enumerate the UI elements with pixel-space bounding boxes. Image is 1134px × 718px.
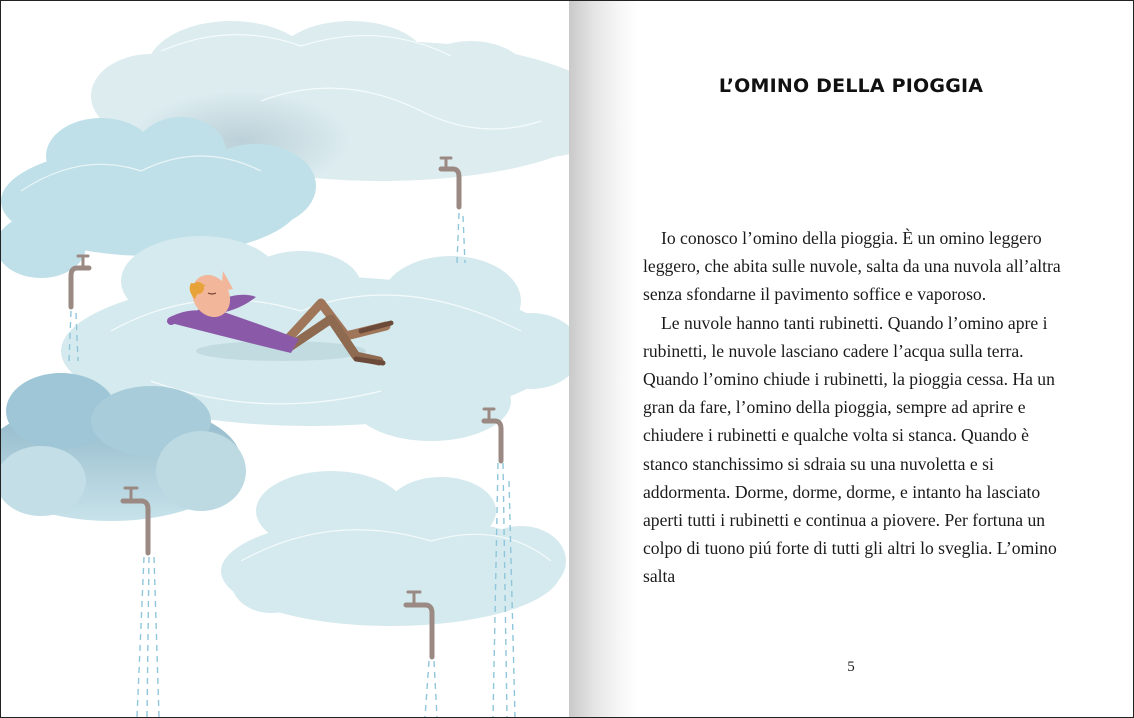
- page-gutter-shadow: [569, 1, 639, 717]
- chapter-title: L’OMINO DELLA PIOGGIA: [718, 75, 984, 97]
- cloud-bottom: [221, 471, 566, 626]
- paragraph: Io conosco l’omino della pioggia. È un omino leggero leggero, che abita sulle nuvole, salta da una nuvola all’altra senza sfondarne il pavimento soffice e vaporoso.: [643, 228, 1061, 305]
- text-page: [569, 1, 1133, 717]
- page-number: 5: [847, 659, 855, 675]
- rain-man-illustration: [1, 1, 569, 717]
- story-text: [643, 224, 1063, 591]
- paragraph: Le nuvole hanno tanti rubinetti. Quando l’omino apre i rubinetti, le nuvole lasciano cadere l’acqua sulla terra. Quando l’omino chiude i rubinetti, la pioggia cessa. Ha un gran da fare, l’omino della pioggia, sempre ad aprire e chiudere i rubinetti e qualche volta si stanca. Quando è stanco stanchissimo si sdraia su una nuvoletta e si addormenta. Dorme, dorme, dorme, e intanto ha lasciato aperti tutti i rubinetti e continua a piovere. Per fortuna un colpo di tuono piú forte di tutti gli altri lo sveglia. L’omino salta: [643, 312, 1057, 587]
- illustration-page: [1, 1, 569, 717]
